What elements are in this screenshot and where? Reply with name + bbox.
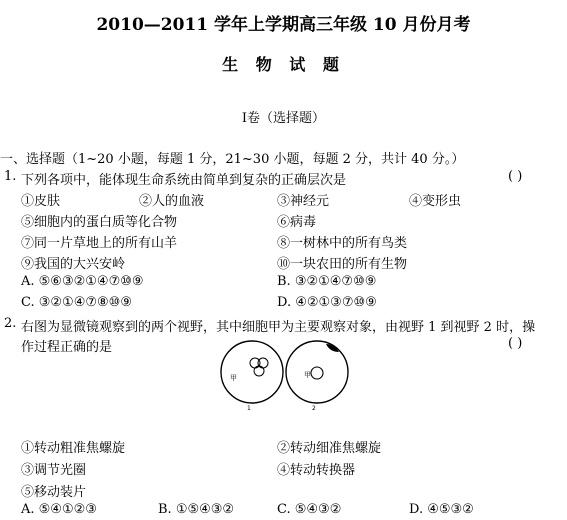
q1-number: 1. bbox=[4, 169, 17, 184]
exam-subtitle: 生 物 试 题 bbox=[222, 55, 345, 74]
q1-stem: 下列各项中，能体现生命系统由简单到复杂的正确层次是 bbox=[21, 173, 347, 188]
q1-item: ⑧一树林中的所有鸟类 bbox=[277, 236, 408, 251]
q1-item: ⑤细胞内的蛋白质等化合物 bbox=[21, 215, 178, 230]
q2-stem-line2: 作过程正确的是 bbox=[21, 340, 113, 355]
q1-option-c[interactable]: C. ③②①④⑦⑧⑩⑨ bbox=[21, 295, 132, 310]
q1-item: ①皮肤 bbox=[21, 194, 61, 209]
q1-item: ④变形虫 bbox=[409, 194, 462, 209]
q1-option-b[interactable]: B. ③②①④⑦⑩⑨ bbox=[277, 274, 377, 289]
field-1-cell bbox=[254, 366, 264, 376]
q2-option-c[interactable]: C. ⑤④③② bbox=[277, 502, 342, 517]
section-heading: 一、选择题（1~20 小题，每题 1 分，21~30 小题，每题 2 分，共计 40 分。） bbox=[0, 152, 465, 167]
q1-item: ⑥病毒 bbox=[277, 215, 317, 230]
volume-label: Ⅰ卷（选择题） bbox=[241, 111, 326, 126]
field-2-label: 甲 bbox=[304, 371, 311, 379]
q2-number: 2. bbox=[4, 316, 17, 331]
q2-item: ①转动粗准焦螺旋 bbox=[21, 441, 126, 456]
q2-item: ③调节光圈 bbox=[21, 463, 87, 478]
q2-option-b[interactable]: B. ①⑤④③② bbox=[158, 502, 235, 517]
exam-title: 2010—2011 学年上学期高三年级 10 月份月考 bbox=[96, 15, 471, 35]
q1-item: ⑦同一片草地上的所有山羊 bbox=[21, 236, 178, 251]
q1-answer-paren: ( ) bbox=[508, 169, 523, 184]
q2-item: ④转动转换器 bbox=[277, 463, 356, 478]
q2-item: ⑤移动装片 bbox=[21, 485, 87, 500]
field-1-label: 甲 bbox=[230, 374, 237, 382]
q2-option-d[interactable]: D. ④⑤③② bbox=[409, 502, 474, 517]
q2-answer-paren: ( ) bbox=[508, 336, 523, 351]
q1-item: ②人的血液 bbox=[139, 194, 205, 209]
field-2-cell bbox=[311, 367, 323, 379]
q1-option-a[interactable]: A. ⑤⑥③②①④⑦⑩⑨ bbox=[21, 274, 144, 289]
q2-stem-line1: 右图为显微镜观察到的两个视野，其中细胞甲为主要观察对象，由视野 1 到视野 2 时，操 bbox=[21, 320, 536, 335]
microscope-fields-figure bbox=[218, 336, 352, 416]
q2-item: ②转动细准焦螺旋 bbox=[277, 441, 382, 456]
q1-item: ③神经元 bbox=[277, 194, 330, 209]
q1-item: ⑩一块农田的所有生物 bbox=[277, 257, 408, 272]
field-1-number: 1 bbox=[247, 405, 251, 412]
field-1-circle bbox=[221, 341, 283, 403]
field-2-circle bbox=[286, 341, 348, 403]
q1-item: ⑨我国的大兴安岭 bbox=[21, 257, 126, 272]
q2-option-a[interactable]: A. ⑤④①②③ bbox=[21, 502, 97, 517]
q1-option-d[interactable]: D. ④②①③⑦⑩⑨ bbox=[277, 295, 377, 310]
field-2-number: 2 bbox=[312, 405, 316, 412]
